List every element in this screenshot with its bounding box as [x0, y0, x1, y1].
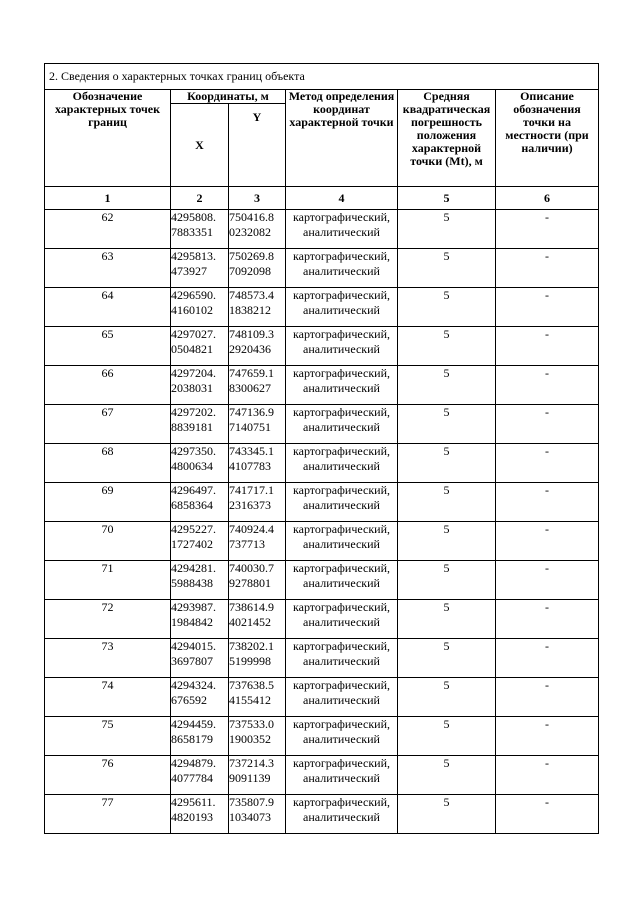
column-number: 1 [45, 187, 171, 210]
coord-y-part2: 1034073 [229, 810, 271, 824]
description-value: - [496, 327, 599, 366]
coord-x-part2: 1727402 [171, 537, 213, 551]
table-row [45, 756, 599, 795]
method-cell [286, 756, 398, 795]
coord-x-part1: 4297204. [171, 366, 216, 380]
method-line1: картографический, [292, 795, 390, 809]
point-number: 62 [45, 210, 171, 249]
header-x: X [171, 104, 229, 187]
method-cell [286, 561, 398, 600]
coord-x-part2: 2038031 [171, 381, 213, 395]
coord-x-part2: 473927 [171, 264, 207, 278]
point-number: 76 [45, 756, 171, 795]
coord-y-part2: 2316373 [229, 498, 271, 512]
method-cell [286, 717, 398, 756]
coord-y-part1: 741717.1 [229, 483, 274, 497]
coord-x-part2: 4077784 [171, 771, 213, 785]
description-value: - [496, 288, 599, 327]
coord-x-part2: 8839181 [171, 420, 213, 434]
coord-x-part1: 4295227. [171, 522, 216, 536]
coord-x-cell [171, 288, 229, 327]
method-line2: аналитический [303, 498, 380, 512]
column-number: 2 [171, 187, 229, 210]
table-row [45, 795, 599, 834]
method-line2: аналитический [303, 615, 380, 629]
coord-y-part1: 747659.1 [229, 366, 274, 380]
coord-x-part1: 4297027. [171, 327, 216, 341]
method-line2: аналитический [303, 693, 380, 707]
point-number: 67 [45, 405, 171, 444]
description-value: - [496, 639, 599, 678]
column-number: 3 [229, 187, 286, 210]
coord-y-part2: 4107783 [229, 459, 271, 473]
coord-y-part1: 737638.5 [229, 678, 274, 692]
table-row [45, 288, 599, 327]
coord-x-part1: 4294879. [171, 756, 216, 770]
point-number: 65 [45, 327, 171, 366]
coord-x-part1: 4294015. [171, 639, 216, 653]
method-line1: картографический, [292, 366, 390, 380]
coord-x-part2: 6858364 [171, 498, 213, 512]
description-value: - [496, 795, 599, 834]
coord-y-part2: 737713 [229, 537, 265, 551]
coord-x-part1: 4295813. [171, 249, 216, 263]
point-number: 74 [45, 678, 171, 717]
description-value: - [496, 678, 599, 717]
table-row [45, 561, 599, 600]
description-value: - [496, 600, 599, 639]
description-value: - [496, 756, 599, 795]
error-value: 5 [398, 405, 496, 444]
method-line1: картографический, [292, 444, 390, 458]
coord-y-part1: 735807.9 [229, 795, 274, 809]
coord-x-cell [171, 678, 229, 717]
method-cell [286, 600, 398, 639]
error-value: 5 [398, 678, 496, 717]
table-row [45, 639, 599, 678]
coord-y-part1: 738202.1 [229, 639, 274, 653]
coord-y-part1: 750416.8 [229, 210, 274, 224]
coord-y-part1: 748109.3 [229, 327, 274, 341]
method-cell [286, 249, 398, 288]
coord-x-cell [171, 600, 229, 639]
header-description: Описание обозначения точки на местности (при наличии) [496, 90, 599, 187]
coord-x-part1: 4294281. [171, 561, 216, 575]
description-value: - [496, 522, 599, 561]
coord-x-part2: 8658179 [171, 732, 213, 746]
coord-y-part2: 9091139 [229, 771, 271, 785]
coord-y-part2: 5199998 [229, 654, 271, 668]
coord-y-cell [229, 717, 286, 756]
header-point: Обозначение характерных точек границ [45, 90, 171, 187]
error-value: 5 [398, 795, 496, 834]
column-number: 6 [496, 187, 599, 210]
method-cell [286, 444, 398, 483]
header-error: Средняя квадратическая погрешность положения характерной точки (Mt), м [398, 90, 496, 187]
coord-x-part2: 7883351 [171, 225, 213, 239]
coord-y-cell [229, 483, 286, 522]
error-value: 5 [398, 249, 496, 288]
coord-x-part1: 4294324. [171, 678, 216, 692]
coord-x-part1: 4297202. [171, 405, 216, 419]
coord-x-part2: 1984842 [171, 615, 213, 629]
coord-y-part2: 9278801 [229, 576, 271, 590]
coord-y-cell [229, 288, 286, 327]
coord-x-part2: 676592 [171, 693, 207, 707]
method-line1: картографический, [292, 483, 390, 497]
coord-x-part2: 4820193 [171, 810, 213, 824]
coord-x-part1: 4295611. [171, 795, 216, 809]
coord-x-cell [171, 366, 229, 405]
boundary-points-table [44, 63, 599, 834]
coord-y-part2: 1900352 [229, 732, 271, 746]
point-number: 77 [45, 795, 171, 834]
section-title: 2. Сведения о характерных точках границ объекта [45, 64, 599, 90]
coord-x-cell [171, 405, 229, 444]
method-line1: картографический, [292, 561, 390, 575]
coord-y-part2: 4021452 [229, 615, 271, 629]
error-value: 5 [398, 327, 496, 366]
coord-x-part1: 4296497. [171, 483, 216, 497]
method-line2: аналитический [303, 810, 380, 824]
coord-x-cell [171, 756, 229, 795]
method-cell [286, 327, 398, 366]
method-line2: аналитический [303, 342, 380, 356]
method-line1: картографический, [292, 717, 390, 731]
header-y: Y [229, 104, 286, 187]
table-row [45, 366, 599, 405]
coord-y-part1: 748573.4 [229, 288, 274, 302]
table-row [45, 483, 599, 522]
coord-y-cell [229, 327, 286, 366]
coord-x-part1: 4296590. [171, 288, 216, 302]
coord-x-cell [171, 444, 229, 483]
method-cell [286, 483, 398, 522]
coord-y-cell [229, 249, 286, 288]
table-row [45, 444, 599, 483]
table-row [45, 600, 599, 639]
point-number: 72 [45, 600, 171, 639]
point-number: 69 [45, 483, 171, 522]
method-line2: аналитический [303, 225, 380, 239]
coord-x-cell [171, 795, 229, 834]
coord-y-part1: 737533.0 [229, 717, 274, 731]
coord-y-part1: 747136.9 [229, 405, 274, 419]
column-number: 5 [398, 187, 496, 210]
error-value: 5 [398, 561, 496, 600]
point-number: 64 [45, 288, 171, 327]
table-row [45, 522, 599, 561]
point-number: 68 [45, 444, 171, 483]
coord-y-cell [229, 210, 286, 249]
description-value: - [496, 561, 599, 600]
method-cell [286, 795, 398, 834]
method-line1: картографический, [292, 639, 390, 653]
error-value: 5 [398, 210, 496, 249]
method-line2: аналитический [303, 576, 380, 590]
coord-y-part2: 0232082 [229, 225, 271, 239]
coord-y-cell [229, 795, 286, 834]
error-value: 5 [398, 600, 496, 639]
coord-x-part1: 4294459. [171, 717, 216, 731]
coord-y-cell [229, 522, 286, 561]
method-cell [286, 405, 398, 444]
error-value: 5 [398, 756, 496, 795]
method-cell [286, 639, 398, 678]
coord-y-part2: 2920436 [229, 342, 271, 356]
table-row [45, 249, 599, 288]
error-value: 5 [398, 717, 496, 756]
header-method: Метод определения координат характерной точки [286, 90, 398, 187]
method-line1: картографический, [292, 756, 390, 770]
coord-y-part1: 750269.8 [229, 249, 274, 263]
method-line1: картографический, [292, 288, 390, 302]
coord-y-cell [229, 678, 286, 717]
method-cell [286, 522, 398, 561]
coord-x-part1: 4297350. [171, 444, 216, 458]
coord-y-cell [229, 600, 286, 639]
method-line2: аналитический [303, 654, 380, 668]
method-line1: картографический, [292, 678, 390, 692]
coord-y-part2: 1838212 [229, 303, 271, 317]
method-line2: аналитический [303, 420, 380, 434]
error-value: 5 [398, 639, 496, 678]
coord-y-part1: 738614.9 [229, 600, 274, 614]
coord-y-part2: 7092098 [229, 264, 271, 278]
method-line2: аналитический [303, 771, 380, 785]
coord-x-cell [171, 210, 229, 249]
error-value: 5 [398, 444, 496, 483]
error-value: 5 [398, 366, 496, 405]
coord-x-part1: 4295808. [171, 210, 216, 224]
coord-x-cell [171, 717, 229, 756]
description-value: - [496, 483, 599, 522]
method-line1: картографический, [292, 210, 390, 224]
column-number: 4 [286, 187, 398, 210]
coord-x-cell [171, 327, 229, 366]
method-line1: картографический, [292, 405, 390, 419]
coord-x-part2: 4800634 [171, 459, 213, 473]
method-line1: картографический, [292, 522, 390, 536]
table-row [45, 405, 599, 444]
point-number: 70 [45, 522, 171, 561]
coord-y-part1: 740924.4 [229, 522, 274, 536]
table-row [45, 327, 599, 366]
coord-x-part1: 4293987. [171, 600, 216, 614]
coord-x-part2: 4160102 [171, 303, 213, 317]
coord-y-cell [229, 639, 286, 678]
coord-y-part1: 743345.1 [229, 444, 274, 458]
header-coords: Координаты, м [171, 90, 286, 104]
method-cell [286, 288, 398, 327]
coord-x-cell [171, 483, 229, 522]
coord-y-cell [229, 366, 286, 405]
method-line2: аналитический [303, 537, 380, 551]
description-value: - [496, 366, 599, 405]
method-line2: аналитический [303, 732, 380, 746]
error-value: 5 [398, 522, 496, 561]
point-number: 73 [45, 639, 171, 678]
coord-y-part2: 4155412 [229, 693, 271, 707]
coord-x-cell [171, 561, 229, 600]
error-value: 5 [398, 288, 496, 327]
point-number: 71 [45, 561, 171, 600]
coord-y-part1: 737214.3 [229, 756, 274, 770]
coord-y-cell [229, 756, 286, 795]
coord-x-cell [171, 639, 229, 678]
method-line1: картографический, [292, 249, 390, 263]
point-number: 75 [45, 717, 171, 756]
table-row [45, 678, 599, 717]
method-line2: аналитический [303, 381, 380, 395]
method-line1: картографический, [292, 327, 390, 341]
coord-y-cell [229, 561, 286, 600]
method-line2: аналитический [303, 459, 380, 473]
coord-y-part2: 8300627 [229, 381, 271, 395]
coord-y-part1: 740030.7 [229, 561, 274, 575]
method-cell [286, 366, 398, 405]
method-cell [286, 678, 398, 717]
coord-x-part2: 3697807 [171, 654, 213, 668]
method-cell [286, 210, 398, 249]
table-row [45, 210, 599, 249]
description-value: - [496, 405, 599, 444]
coord-x-part2: 5988438 [171, 576, 213, 590]
table-row [45, 717, 599, 756]
description-value: - [496, 249, 599, 288]
coord-y-part2: 7140751 [229, 420, 271, 434]
description-value: - [496, 210, 599, 249]
coord-y-cell [229, 405, 286, 444]
method-line2: аналитический [303, 303, 380, 317]
coord-x-cell [171, 522, 229, 561]
coord-x-part2: 0504821 [171, 342, 213, 356]
description-value: - [496, 717, 599, 756]
point-number: 63 [45, 249, 171, 288]
coord-x-cell [171, 249, 229, 288]
description-value: - [496, 444, 599, 483]
coord-y-cell [229, 444, 286, 483]
error-value: 5 [398, 483, 496, 522]
method-line2: аналитический [303, 264, 380, 278]
method-line1: картографический, [292, 600, 390, 614]
point-number: 66 [45, 366, 171, 405]
